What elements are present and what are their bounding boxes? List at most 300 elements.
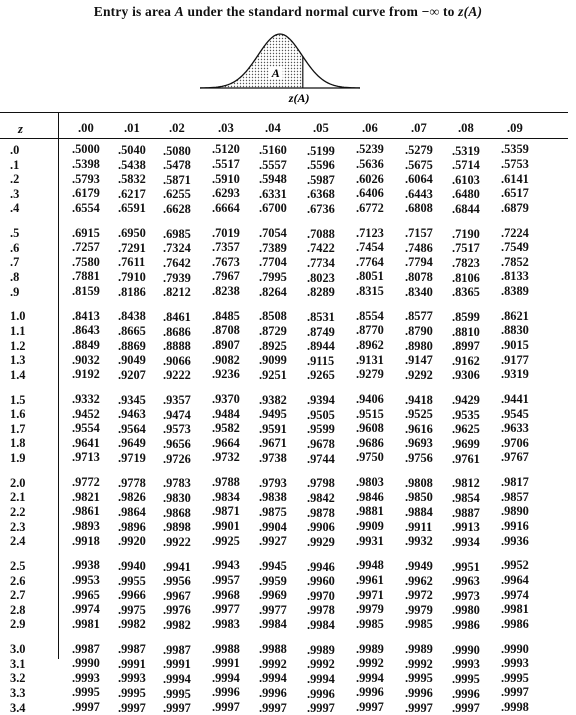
z-value: .0 <box>10 143 20 157</box>
area-value: .6141 <box>501 171 529 186</box>
area-value: .8264 <box>259 284 287 299</box>
area-value: .9920 <box>118 534 146 549</box>
z-value: .9 <box>10 284 20 299</box>
column-header: .04 <box>265 121 281 135</box>
area-value: .8708 <box>212 323 240 338</box>
z-value: 2.7 <box>10 588 26 603</box>
area-value: .6915 <box>72 225 100 240</box>
area-value: .9993 <box>452 657 480 672</box>
area-value: .7291 <box>118 240 146 255</box>
z-value: 2.2 <box>10 505 26 519</box>
area-value: .8315 <box>356 284 384 298</box>
z-value: 3.1 <box>10 656 26 671</box>
area-value: .7611 <box>118 255 146 270</box>
area-label: A <box>271 66 280 80</box>
z-value: .2 <box>10 172 20 187</box>
area-value: .8962 <box>356 338 384 352</box>
area-value: .9931 <box>356 533 384 548</box>
area-value: .9992 <box>307 657 335 672</box>
area-value: .7967 <box>212 269 240 284</box>
area-value: .9997 <box>356 700 384 714</box>
normal-curve-figure <box>200 28 360 110</box>
area-value: .9989 <box>405 642 433 657</box>
area-value: .8577 <box>405 309 433 324</box>
area-value: .9968 <box>212 587 240 602</box>
area-value: .9131 <box>356 352 384 367</box>
area-value: .9656 <box>163 437 191 451</box>
area-value: .9962 <box>405 573 433 588</box>
area-value: .9948 <box>356 558 384 573</box>
area-value: .9406 <box>356 392 384 406</box>
area-value: .9744 <box>307 451 335 466</box>
area-value: .8830 <box>501 323 529 338</box>
area-value: .6368 <box>307 187 335 202</box>
area-value: .9997 <box>118 700 146 715</box>
area-value: .9918 <box>72 533 100 548</box>
area-value: .9957 <box>212 573 240 587</box>
area-value: .7642 <box>163 256 191 270</box>
area-value: .9878 <box>307 505 335 520</box>
area-value: .5557 <box>259 157 287 172</box>
title-text-mid: under the standard normal curve from <box>187 4 419 19</box>
area-value: .9345 <box>118 392 146 407</box>
area-value: .7734 <box>307 256 335 270</box>
area-value: .5948 <box>259 172 287 187</box>
area-value: .9906 <box>307 520 335 535</box>
area-value: .6255 <box>163 187 191 202</box>
area-value: .9990 <box>72 656 100 671</box>
area-value: .9332 <box>72 392 100 406</box>
area-value: .9972 <box>405 588 433 603</box>
area-value: .5793 <box>72 171 100 186</box>
area-value: .9147 <box>405 353 433 368</box>
area-value: .9808 <box>405 475 433 490</box>
area-value: .7157 <box>405 226 433 241</box>
area-value: .6950 <box>118 226 146 241</box>
area-value: .9994 <box>212 670 240 685</box>
area-value: .9977 <box>212 602 240 617</box>
z-value: 1.2 <box>10 338 26 353</box>
area-value: .9693 <box>405 436 433 451</box>
area-value: .9049 <box>118 353 146 368</box>
z-value: .5 <box>10 226 20 241</box>
z-value: 3.4 <box>10 700 26 715</box>
area-value: .7486 <box>405 240 433 255</box>
area-value: .8849 <box>72 338 100 352</box>
area-value: .9893 <box>72 519 100 533</box>
normal-curve-svg <box>200 28 360 110</box>
area-value: .9896 <box>118 519 146 534</box>
z-value: .3 <box>10 186 20 201</box>
area-value: .9971 <box>356 587 384 602</box>
area-value: .9463 <box>118 407 146 422</box>
area-value: .9750 <box>356 450 384 465</box>
area-value: .9987 <box>118 642 146 657</box>
area-value: .6443 <box>405 186 433 201</box>
area-value: .6628 <box>163 202 191 216</box>
area-value: .9616 <box>405 421 433 436</box>
area-value: .9778 <box>118 475 146 490</box>
area-value: .9871 <box>212 504 240 519</box>
z-value: 1.9 <box>10 451 26 465</box>
area-value: .8438 <box>118 309 146 324</box>
area-value: .9929 <box>307 534 335 549</box>
area-value: .9995 <box>72 685 100 700</box>
area-value: .9987 <box>72 641 100 656</box>
area-value: .8238 <box>212 284 240 298</box>
area-value: .9997 <box>212 700 240 714</box>
area-value: .8749 <box>307 324 335 339</box>
z-value: 1.8 <box>10 436 26 451</box>
area-value: .7324 <box>163 241 191 256</box>
area-value: .9015 <box>501 338 529 352</box>
z-value: 1.3 <box>10 353 26 368</box>
area-value: .9932 <box>405 534 433 549</box>
area-value: .9834 <box>212 489 240 504</box>
z-value: .1 <box>10 157 20 172</box>
area-value: .8997 <box>452 339 480 354</box>
area-value: .9943 <box>212 558 240 573</box>
area-value: .9991 <box>212 656 240 671</box>
area-value: .6591 <box>118 201 146 216</box>
area-value: .9984 <box>259 617 287 632</box>
area-value: .9884 <box>405 505 433 519</box>
area-value: .9864 <box>118 505 146 519</box>
area-value: .6736 <box>307 202 335 216</box>
column-header: .06 <box>362 121 378 135</box>
area-value: .9986 <box>452 618 480 632</box>
title-area-symbol: A <box>174 4 184 19</box>
area-value: .5279 <box>405 143 433 157</box>
area-value: .8106 <box>452 270 480 285</box>
z-value: .4 <box>10 201 20 216</box>
area-value: .9633 <box>501 421 529 436</box>
area-value: .9505 <box>307 407 335 422</box>
area-value: .9535 <box>452 407 480 422</box>
area-value: .9982 <box>118 617 146 632</box>
area-value: .9974 <box>72 602 100 617</box>
area-value: .9726 <box>163 451 191 466</box>
area-value: .9515 <box>356 406 384 421</box>
area-value: .8212 <box>163 285 191 300</box>
area-value: .9993 <box>72 670 100 685</box>
area-value: .9901 <box>212 519 240 533</box>
area-value: .7852 <box>501 254 529 269</box>
area-value: .9591 <box>259 421 287 436</box>
column-header: .09 <box>507 121 523 135</box>
z-value: 2.8 <box>10 602 26 617</box>
area-value: .9980 <box>452 603 480 618</box>
area-value: .8944 <box>307 339 335 354</box>
area-value: .7910 <box>118 270 146 284</box>
area-value: .9664 <box>212 435 240 450</box>
z-value: 3.3 <box>10 686 26 700</box>
area-value: .9803 <box>356 475 384 490</box>
area-value: .7580 <box>72 254 100 269</box>
area-value: .9292 <box>405 367 433 382</box>
z-value: 2.3 <box>10 519 26 534</box>
area-value: .9985 <box>356 616 384 631</box>
area-value: .9953 <box>72 573 100 587</box>
area-value: .9996 <box>212 685 240 700</box>
area-value: .9608 <box>356 421 384 436</box>
area-value: .9082 <box>212 352 240 367</box>
area-value: .9357 <box>163 393 191 408</box>
area-value: .9979 <box>356 602 384 617</box>
area-value: .6064 <box>405 172 433 187</box>
area-value: .5517 <box>212 157 240 171</box>
page-title <box>0 4 576 20</box>
area-value: .8790 <box>405 324 433 338</box>
area-value: .9997 <box>259 700 287 715</box>
area-value: .9988 <box>212 641 240 656</box>
area-value: .9115 <box>307 353 335 368</box>
area-value: .6772 <box>356 200 384 215</box>
area-value: .9993 <box>118 671 146 686</box>
table-header-rule <box>0 138 568 139</box>
area-value: .9812 <box>452 476 480 491</box>
area-value: .8599 <box>452 310 480 324</box>
area-value: .8078 <box>405 270 433 284</box>
area-value: .9963 <box>452 574 480 589</box>
area-value: .9772 <box>72 475 100 490</box>
area-value: .9941 <box>163 559 191 574</box>
area-value: .6179 <box>72 186 100 201</box>
area-value: .8413 <box>72 308 100 323</box>
shaded-area <box>200 34 303 88</box>
z-value: 2.5 <box>10 559 26 573</box>
area-value: .9713 <box>72 450 100 465</box>
area-value: .9916 <box>501 519 529 533</box>
area-value: .8621 <box>501 308 529 323</box>
area-value: .7939 <box>163 270 191 285</box>
z-value: 1.1 <box>10 324 26 338</box>
area-value: .9265 <box>307 368 335 383</box>
area-value: .7704 <box>259 255 287 270</box>
area-value: .9525 <box>405 407 433 422</box>
area-value: .9875 <box>259 505 287 519</box>
area-value: .9868 <box>163 505 191 520</box>
area-value: .9994 <box>356 670 384 685</box>
area-value: .9985 <box>405 617 433 632</box>
area-value: .6985 <box>163 226 191 241</box>
area-value: .9306 <box>452 368 480 383</box>
area-value: .9279 <box>356 367 384 382</box>
area-value: .9625 <box>452 422 480 437</box>
area-value: .9995 <box>118 686 146 700</box>
area-value: .6026 <box>356 171 384 186</box>
area-value: .9898 <box>163 520 191 535</box>
area-value: .9997 <box>72 700 100 714</box>
area-value: .9922 <box>163 534 191 549</box>
z-value: 2.1 <box>10 490 26 505</box>
area-value: .9162 <box>452 353 480 368</box>
area-value: .9177 <box>501 352 529 367</box>
area-value: .9706 <box>501 435 529 450</box>
area-value: .9699 <box>452 437 480 451</box>
title-text-to: to <box>442 4 455 19</box>
area-value: .9474 <box>163 407 191 422</box>
area-value: .9998 <box>501 700 529 714</box>
area-value: .9830 <box>163 491 191 505</box>
area-value: .9996 <box>405 686 433 700</box>
area-value: .8980 <box>405 338 433 353</box>
area-value: .9956 <box>163 574 191 589</box>
area-value: .9911 <box>405 519 433 534</box>
area-value: .9817 <box>501 475 529 490</box>
area-value: .9986 <box>501 616 529 631</box>
area-value: .9981 <box>501 602 529 617</box>
column-header: .08 <box>458 121 474 135</box>
z-value: 3.0 <box>10 642 26 657</box>
area-value: .5359 <box>501 142 529 157</box>
area-value: .7794 <box>405 255 433 270</box>
column-header: .05 <box>313 121 329 135</box>
area-value: .9854 <box>452 491 480 505</box>
area-value: .8365 <box>452 285 480 300</box>
area-value: .9554 <box>72 421 100 436</box>
area-value: .5199 <box>307 143 335 158</box>
area-value: .9946 <box>307 559 335 574</box>
area-value: .8869 <box>118 338 146 353</box>
area-value: .9099 <box>259 353 287 368</box>
column-header: .03 <box>218 121 234 135</box>
area-value: .8907 <box>212 338 240 352</box>
area-value: .9564 <box>118 421 146 436</box>
area-value: .7019 <box>212 225 240 240</box>
area-value: .9573 <box>163 422 191 437</box>
column-header: .07 <box>411 121 427 135</box>
area-value: .9949 <box>405 559 433 573</box>
area-value: .9996 <box>356 685 384 700</box>
area-value: .5596 <box>307 158 335 173</box>
area-value: .9382 <box>259 392 287 407</box>
area-value: .9951 <box>452 559 480 574</box>
area-value: .9952 <box>501 558 529 573</box>
area-value: .9995 <box>405 671 433 686</box>
area-value: .8686 <box>163 324 191 339</box>
area-value: .9991 <box>163 657 191 672</box>
area-value: .8810 <box>452 324 480 339</box>
z-table <box>0 112 568 715</box>
area-value: .9969 <box>259 588 287 603</box>
area-value: .9649 <box>118 436 146 451</box>
area-value: .9319 <box>501 367 529 382</box>
area-value: .9938 <box>72 558 100 573</box>
area-value: .9995 <box>452 672 480 686</box>
area-value: .7123 <box>356 225 384 240</box>
area-value: .5120 <box>212 142 240 157</box>
area-value: .9452 <box>72 406 100 421</box>
area-value: .9981 <box>72 616 100 631</box>
area-value: .6808 <box>405 201 433 216</box>
area-value: .5398 <box>72 157 100 171</box>
area-value: .9987 <box>163 642 191 657</box>
area-value: .9995 <box>501 670 529 685</box>
area-value: .9793 <box>259 475 287 490</box>
area-value: .7823 <box>452 256 480 270</box>
area-value: .8770 <box>356 323 384 338</box>
area-value: .9394 <box>307 393 335 408</box>
z-value: 2.0 <box>10 475 26 490</box>
area-value: .8888 <box>163 339 191 354</box>
area-value: .9927 <box>259 534 287 549</box>
area-value: .6664 <box>212 200 240 215</box>
area-value: .7881 <box>72 269 100 284</box>
area-value: .9983 <box>212 616 240 631</box>
area-value: .9977 <box>259 602 287 617</box>
area-value: .5000 <box>72 142 100 157</box>
area-value: .7054 <box>259 226 287 241</box>
area-value: .9993 <box>501 656 529 671</box>
area-value: .9996 <box>259 686 287 700</box>
area-value: .9925 <box>212 533 240 548</box>
area-value: .9887 <box>452 505 480 520</box>
area-value: .6331 <box>259 186 287 201</box>
z-value: 1.0 <box>10 309 26 324</box>
area-value: .9582 <box>212 421 240 436</box>
area-value: .9429 <box>452 393 480 408</box>
area-value: .9940 <box>118 559 146 573</box>
area-value: .8643 <box>72 323 100 338</box>
area-value: .9964 <box>501 573 529 587</box>
area-value: .9990 <box>501 641 529 656</box>
area-value: .9994 <box>163 672 191 686</box>
area-value: .5987 <box>307 172 335 187</box>
area-value: .9995 <box>163 686 191 701</box>
area-value: .8729 <box>259 324 287 338</box>
area-value: .9441 <box>501 392 529 406</box>
area-value: .8023 <box>307 270 335 285</box>
area-value: .9989 <box>356 641 384 656</box>
area-value: .9881 <box>356 504 384 519</box>
area-value: .5478 <box>163 158 191 173</box>
area-value: .7224 <box>501 225 529 240</box>
area-value: .9798 <box>307 476 335 491</box>
area-value: .8485 <box>212 308 240 323</box>
area-value: .7190 <box>452 226 480 241</box>
area-value: .9761 <box>452 451 480 466</box>
area-value: .9996 <box>452 686 480 701</box>
z-value: 2.9 <box>10 617 26 632</box>
area-value: .9970 <box>307 588 335 603</box>
area-value: .6700 <box>259 201 287 216</box>
area-value: .9370 <box>212 392 240 406</box>
area-value: .6480 <box>452 187 480 202</box>
area-value: .9826 <box>118 490 146 505</box>
area-value: .8508 <box>259 309 287 324</box>
area-value: .9767 <box>501 450 529 465</box>
area-value: .6406 <box>356 186 384 201</box>
area-value: .9842 <box>307 491 335 505</box>
area-value: .7673 <box>212 254 240 269</box>
z-value: 1.5 <box>10 392 26 407</box>
z-value: 2.6 <box>10 573 26 588</box>
z-column-header: z <box>18 122 23 136</box>
area-value: .7517 <box>452 241 480 256</box>
area-value: .7357 <box>212 240 240 255</box>
area-value: .9936 <box>501 533 529 548</box>
area-value: .9992 <box>405 656 433 671</box>
area-value: .9913 <box>452 520 480 535</box>
area-value: .7549 <box>501 240 529 255</box>
area-value: .9961 <box>356 573 384 587</box>
area-value: .9599 <box>307 422 335 437</box>
area-value: .9222 <box>163 368 191 383</box>
title-neg-infinity: −∞ <box>421 4 440 19</box>
area-value: .9756 <box>405 451 433 465</box>
z-value: 2.4 <box>10 534 26 549</box>
